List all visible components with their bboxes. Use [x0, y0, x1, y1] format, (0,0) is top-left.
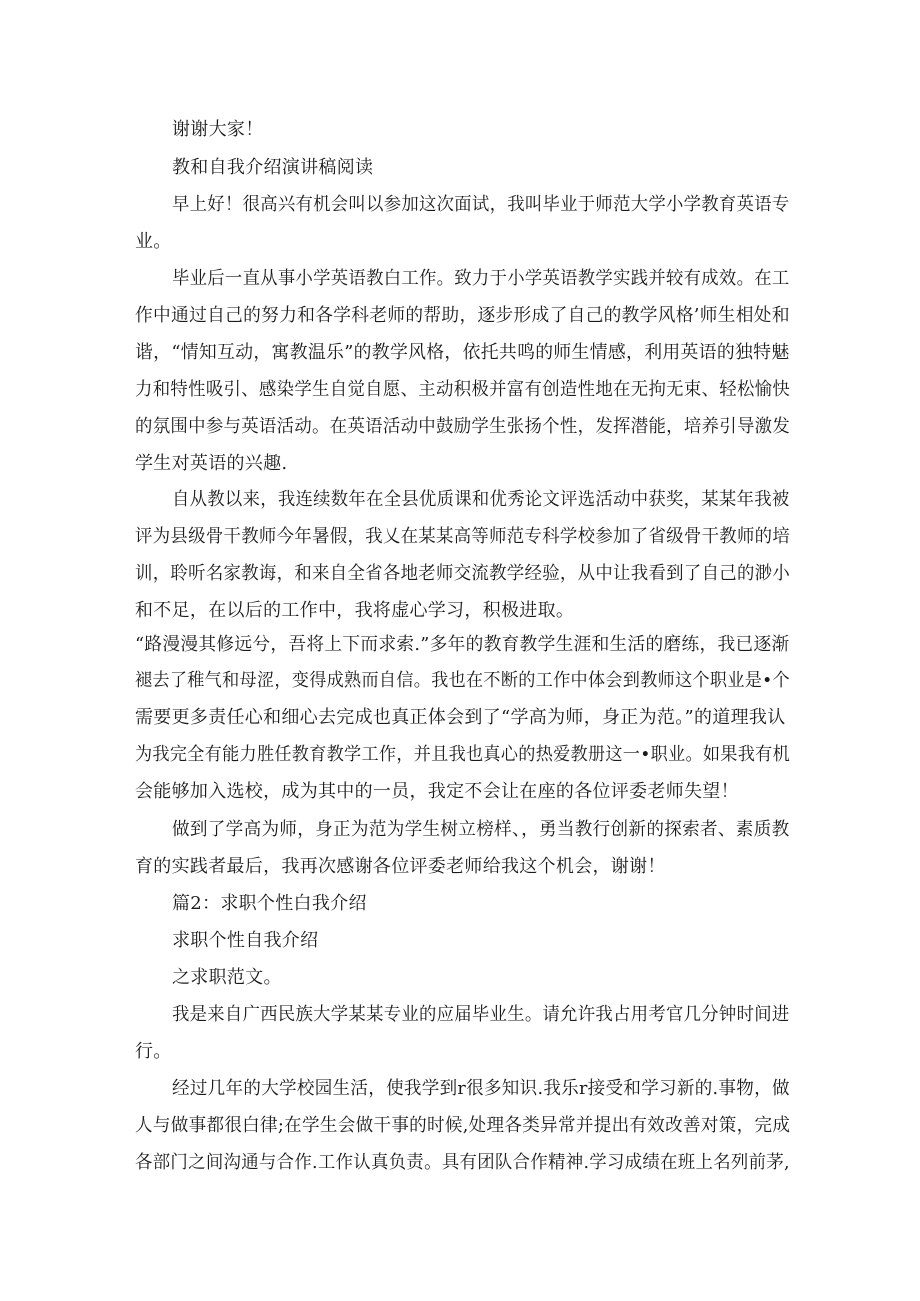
text-line: 我是来自广西民族大学某某专业的应届毕业生。请允许我占用考官几分钟时间进	[172, 1004, 790, 1025]
text-line: 人与做事都很白律;在学生会做干事的时候,处理各类异常并提出有效改善对策，完成	[135, 1115, 791, 1136]
text-line: 早上好！很高兴有机会叫以参加这次面试，我叫毕业于师范大学小学教育英语专	[172, 194, 790, 215]
text-line: 谐，“情知互动，寓教温乐”的教学风格，依托共鸣的师生情感，利用英语的独特魅	[135, 342, 790, 363]
text-line: 之求职范文。	[172, 967, 282, 988]
text-line: 行。	[135, 1041, 172, 1062]
text-line: 自从教以来，我连续数年在全县优质课和优秀论文评选活动中获奖，某某年我被	[172, 489, 790, 510]
text-line: 的氛围中参与英语活动。在英语活动中鼓励学生张扬个性，发挥潜能，培养引导激发	[135, 416, 791, 437]
text-line: 训，聆听名家教诲，和来自全省各地老师交流教学经验，从中让我看到了自己的渺小	[135, 563, 791, 584]
text-line: 毕业后一直从事小学英语教白工作。致力于小学英语教学实践并较有成效。在工	[172, 268, 790, 289]
text-line: 作中通过自己的努力和各学科老师的帮助，逐步形成了自己的教学风格’师生相处和	[135, 305, 790, 326]
text-line: 做到了学高为师，身正为范为学生树立榜样、，勇当教行创新的探索者、素质教	[172, 819, 790, 840]
text-line: “路漫漫其修远兮，吾将上下而求索.”多年的教育教学生涯和生活的磨练，我已逐渐	[135, 634, 790, 655]
text-line: 经过几年的大学校园生活，使我学到r很多知识.我乐r接受和学习新的.事物，做	[172, 1078, 790, 1099]
section-heading: 篇2：求职个性白我介绍	[172, 893, 367, 914]
text-line: 学生对英语的兴趣.	[135, 453, 288, 474]
text-line: 业。	[135, 231, 172, 252]
text-line: 育的实践者最后，我再次感谢各位评委老师给我这个机会，谢谢！	[135, 856, 666, 877]
text-line: 各部门之间沟通与合作.工作认真负责。具有团队合作精神.学习成绩在班上名列前茅,	[135, 1152, 790, 1173]
text-line: 求职个性自我介绍	[172, 930, 319, 951]
text-line: 会能够加入选校，成为其中的一员，我定不会让在座的各位评委老师失望！	[135, 781, 739, 802]
text-line: 谢谢大家！	[172, 119, 264, 140]
text-line: 褪去了稚气和母涩，变得成熟而自信。我也在不断的工作中体会到教师这个职业是•个	[135, 670, 790, 691]
text-line: 教和自我介绍演讲稿阅读	[172, 157, 374, 178]
text-line: 评为县级骨干教师今年暑假，我乂在某某高等师范专科学校参加了省级骨干教师的培	[135, 526, 791, 547]
text-line: 需要更多责任心和细心去完成也真正体会到了“学高为师，身正为范。”的道理我认	[135, 707, 786, 728]
text-line: 为我完全有能力胜任教育教学工作，并且我也真心的热爱教册这一•职业。如果我有机	[135, 744, 790, 765]
text-line: 和不足，在以后的工作中，我将虚心学习，积极进取。	[135, 600, 575, 621]
text-line: 力和特性吸引、感染学生自觉自愿、主动积极并富有创造性地在无拘无束、轻松愉快	[135, 379, 791, 400]
